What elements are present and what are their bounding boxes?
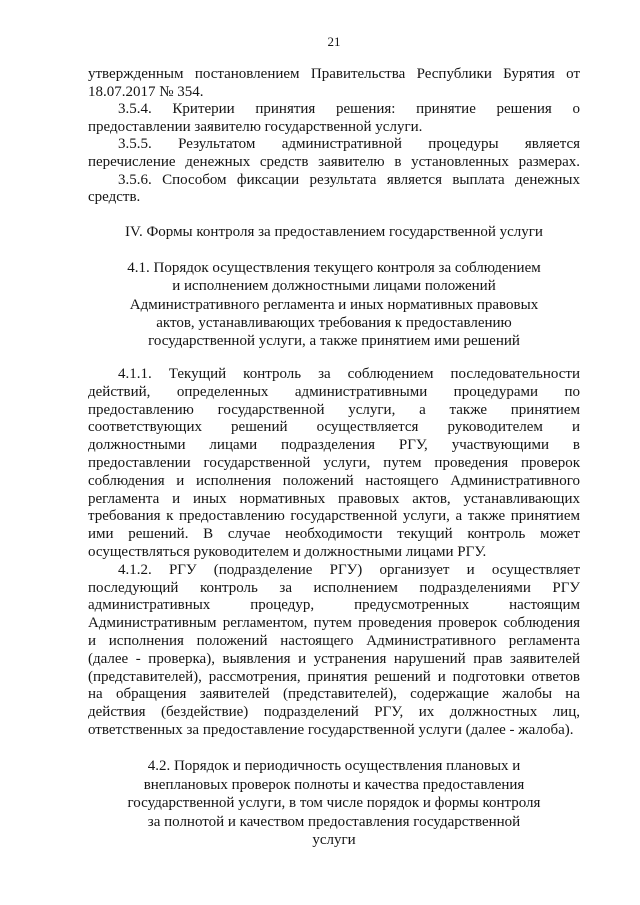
text-line: предоставлении государственной услуги, путем проведения проверок — [88, 454, 580, 471]
text-line: и исполнения положений настоящего Административного регламента — [88, 632, 580, 649]
paragraph-continued — [88, 66, 580, 101]
subsection-4-1-heading — [88, 259, 580, 350]
heading-line: IV. Формы контроля за предоставлением государственной услуги — [125, 224, 543, 240]
heading-line: актов, устанавливающих требования к предоставлению — [156, 314, 512, 331]
text-line: на обращения заявителей (представителей), содержащие жалобы на — [88, 686, 580, 703]
text-line: предоставлении заявителю государственной услуги. — [88, 118, 423, 135]
paragraph-4-1-1 — [88, 366, 580, 562]
text-line: (далее - проверка), выявления и устранения нарушений прав заявителей — [88, 650, 580, 667]
text-line: ответственных за предоставление государственной услуги (далее - жалоба). — [88, 721, 574, 738]
text-line: 18.07.2017 № 354. — [88, 83, 204, 100]
text-line: 3.5.5. Результатом административной процедуры является — [118, 136, 580, 153]
paragraph-3-5-5 — [88, 136, 580, 171]
text-line: административных процедур, предусмотренных настоящим — [88, 597, 580, 614]
heading-line: за полнотой и качеством предоставления государственной — [147, 813, 521, 830]
heading-line: государственной услуги, а также принятием ими решений — [148, 333, 520, 349]
heading-line: 4.2. Порядок и периодичность осуществления плановых и — [147, 758, 521, 774]
text-line: соответствующих решений осуществляется руководителем и — [88, 419, 580, 436]
heading-line: внеплановых проверок полноты и качества предоставления — [143, 776, 525, 793]
text-line: должностными лицами подразделения РГУ, участвующими в — [88, 437, 580, 454]
subsection-4-1-body — [88, 366, 580, 740]
text-line: 3.5.4. Критерии принятия решения: принятие решения о — [118, 101, 580, 118]
heading-line: государственной услуги, в том числе порядок и формы контроля — [127, 795, 541, 811]
text-line: средств. — [88, 189, 141, 206]
page-number: 21 — [327, 34, 341, 49]
subsection-4-2-heading — [88, 757, 580, 850]
text-line: 4.1.1. Текущий контроль за соблюдением последовательности — [118, 366, 580, 382]
heading-line: 4.1. Порядок осуществления текущего контроля за соблюдением — [127, 260, 541, 276]
heading-line: услуги — [312, 832, 356, 848]
heading-line: Административного регламента и иных нормативных правовых — [129, 296, 539, 313]
paragraph-3-5-6 — [88, 172, 580, 207]
section-3-5-tail — [88, 66, 580, 207]
text-line: предоставлению государственной услуги, а также принятием — [88, 401, 580, 418]
text-line: 4.1.2. РГУ (подразделение РГУ) организует и осуществляет — [118, 561, 580, 578]
section-iv-heading — [88, 223, 580, 241]
text-line: ими решений. В случае необходимости текущий контроль может — [88, 526, 580, 543]
text-line: действия (бездействие) подразделений РГУ, их должностных лиц, — [88, 704, 580, 721]
text-line: регламента и иных нормативных правовых актов, устанавливающих — [88, 490, 580, 507]
text-line: утвержденным постановлением Правительства Республики Бурятия от — [88, 66, 580, 82]
text-line: (представителей), рассмотрения, принятия решений и подготовки ответов — [88, 668, 580, 685]
text-line: осуществляться руководителем и должностными лицами РГУ. — [88, 543, 487, 560]
paragraph-4-1-2 — [88, 562, 580, 740]
text-line: последующий контроль за исполнением подразделениями РГУ — [88, 579, 580, 596]
text-line: действий, определенных административными процедурами по — [88, 383, 580, 400]
heading-line: и исполнением должностными лицами положений — [172, 278, 496, 295]
text-line: 3.5.6. Способом фиксации результата является выплата денежных — [118, 171, 580, 188]
paragraph-3-5-4 — [88, 101, 580, 136]
text-line: требования к предоставлению государственной услуги, а также принятием — [88, 508, 580, 525]
text-line: соблюдения и исполнения положений настоящего Административного — [88, 472, 580, 489]
text-line: перечисление денежных средств заявителю в установленных размерах. — [88, 153, 580, 170]
text-line: Административным регламентом, путем проведения проверок соблюдения — [88, 615, 580, 632]
